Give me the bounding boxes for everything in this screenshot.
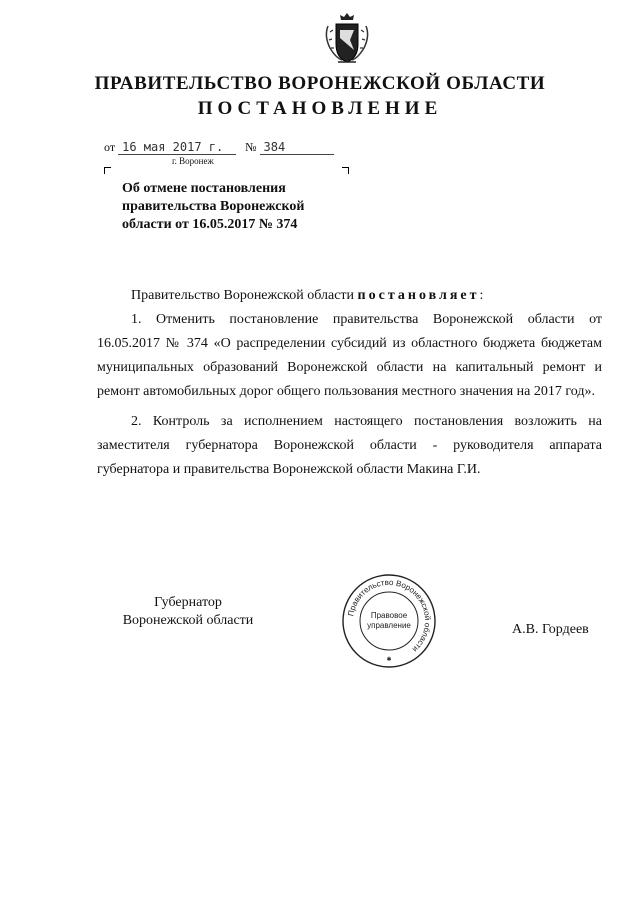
stamp-inner-line: Правовое xyxy=(370,611,408,620)
document-type-title: ПОСТАНОВЛЕНИЕ xyxy=(197,98,443,119)
document-subject xyxy=(122,180,362,234)
city-label: г. Воронеж xyxy=(172,156,214,166)
date-number-line xyxy=(104,140,334,155)
number-value: 384 xyxy=(260,140,334,155)
signatory-title xyxy=(108,594,268,630)
number-prefix: № xyxy=(245,140,257,154)
stamp-star-icon: ✱ xyxy=(386,656,392,663)
signatory-title-line: Губернатор xyxy=(154,595,222,610)
coat-of-arms-icon xyxy=(322,10,372,68)
stamp-ring-text: Правительство Воронежской области xyxy=(346,577,433,654)
decree-intro xyxy=(97,284,602,308)
decree-item-2: 2. Контроль за исполнением настоящего постановления возложить на заместителя губернатора Воронежской области - руководителя аппарата губернатора и правительства Воронежской области Макина Г.И. xyxy=(97,414,602,477)
subject-line: правительства Воронежской xyxy=(122,199,305,214)
signatory-name: А.В. Гордеев xyxy=(512,622,589,637)
decree-item-1: 1. Отменить постановление правительства Воронежской области от 16.05.2017 № 374 «О распределении субсидий из областного бюджета бюджетам муниципальных образований Воронежской области на капитальный ремонт и ремонт автомобильных дорог общего пользования местного значения на 2017 год». xyxy=(97,312,602,399)
date-value: 16 мая 2017 г. xyxy=(118,140,236,155)
subject-line: Об отмене постановления xyxy=(122,181,286,196)
organization-title: ПРАВИТЕЛЬСТВО ВОРОНЕЖСКОЙ ОБЛАСТИ xyxy=(94,73,546,94)
subject-corner-right xyxy=(342,167,349,174)
date-prefix: от xyxy=(104,140,116,154)
document-body xyxy=(97,284,602,482)
stamp-inner-line: управление xyxy=(367,621,411,630)
decree-verb: постановляет xyxy=(357,288,480,303)
signatory-title-line: Воронежской области xyxy=(122,613,254,628)
decree-intro-text: Правительство Воронежской области xyxy=(131,288,355,303)
legal-department-stamp xyxy=(340,572,438,670)
decree-colon: : xyxy=(479,288,484,303)
subject-line: области от 16.05.2017 № 374 xyxy=(122,217,298,232)
subject-corner-left xyxy=(104,167,111,174)
